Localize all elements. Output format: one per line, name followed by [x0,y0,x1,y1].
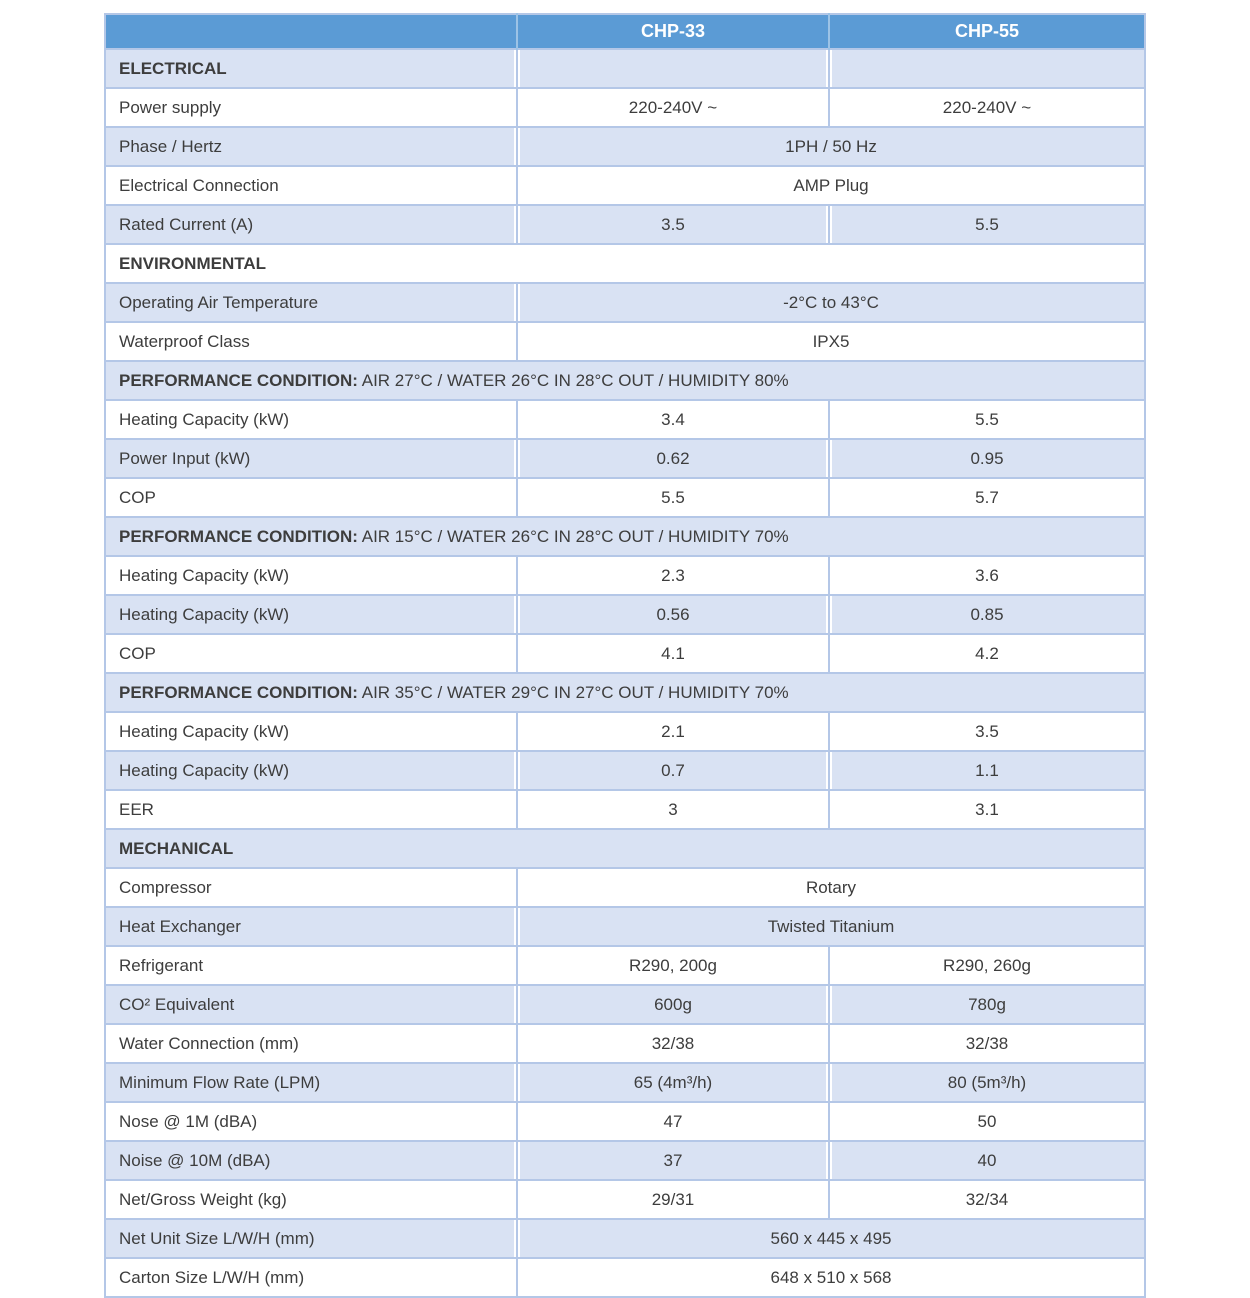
table-row [105,751,1145,790]
value-cell-chp33: 3.4 [517,400,829,439]
table-row [105,283,1145,322]
value-cell-chp55: 220-240V ~ [829,88,1145,127]
table-row [105,1024,1145,1063]
value-cell-shared: -2°C to 43°C [517,283,1145,322]
row-label: Heating Capacity (kW) [105,556,517,595]
section-label: ELECTRICAL [105,49,517,88]
row-label: COP [105,634,517,673]
spec-sheet [104,13,1146,1298]
value-cell-chp55: 5.5 [829,400,1145,439]
table-row [105,868,1145,907]
table-row [105,946,1145,985]
section-row [105,244,1145,283]
value-cell-chp33 [517,49,829,88]
table-row [105,1141,1145,1180]
row-label: Noise @ 10M (dBA) [105,1141,517,1180]
row-label: Carton Size L/W/H (mm) [105,1258,517,1297]
row-label: Net Unit Size L/W/H (mm) [105,1219,517,1258]
row-label: Nose @ 1M (dBA) [105,1102,517,1141]
table-row [105,127,1145,166]
table-row [105,400,1145,439]
spec-table-header [105,14,1145,49]
value-cell-chp55: 40 [829,1141,1145,1180]
table-row [105,595,1145,634]
value-cell-chp33: 3 [517,790,829,829]
value-cell-chp33: 29/31 [517,1180,829,1219]
value-cell-chp33: 2.1 [517,712,829,751]
value-cell-chp55: 5.7 [829,478,1145,517]
value-cell-chp33: 47 [517,1102,829,1141]
value-cell-chp55: 1.1 [829,751,1145,790]
section-label-full [105,673,1145,712]
section-label-full [105,361,1145,400]
header-cell-blank [105,14,517,49]
section-row [105,361,1145,400]
section-title: PERFORMANCE CONDITION: [119,526,358,546]
row-label: EER [105,790,517,829]
value-cell-chp33: 0.7 [517,751,829,790]
value-cell-chp33: 5.5 [517,478,829,517]
value-cell-shared: 648 x 510 x 568 [517,1258,1145,1297]
value-cell-shared: 1PH / 50 Hz [517,127,1145,166]
row-label: Heating Capacity (kW) [105,751,517,790]
table-row [105,1258,1145,1297]
value-cell-chp55: 80 (5m³/h) [829,1063,1145,1102]
table-row [105,985,1145,1024]
row-label: Phase / Hertz [105,127,517,166]
row-label: Electrical Connection [105,166,517,205]
spec-table-body [105,49,1145,1297]
header-cell-chp55: CHP-55 [829,14,1145,49]
row-label: Refrigerant [105,946,517,985]
section-label-full [105,829,1145,868]
value-cell-chp33: 4.1 [517,634,829,673]
value-cell-chp33: 65 (4m³/h) [517,1063,829,1102]
table-row [105,322,1145,361]
header-cell-chp33: CHP-33 [517,14,829,49]
section-row [105,49,1145,88]
row-label: Heating Capacity (kW) [105,595,517,634]
table-row [105,1063,1145,1102]
value-cell-chp55: 780g [829,985,1145,1024]
value-cell-chp55: 3.5 [829,712,1145,751]
table-row [105,790,1145,829]
section-label-full [105,244,1145,283]
row-label: COP [105,478,517,517]
section-condition-text: AIR 27°C / WATER 26°C IN 28°C OUT / HUMIDITY 80% [357,370,789,390]
table-row [105,478,1145,517]
value-cell-shared: Rotary [517,868,1145,907]
row-label: Waterproof Class [105,322,517,361]
value-cell-chp55: 3.6 [829,556,1145,595]
value-cell-chp33: 3.5 [517,205,829,244]
section-title: ENVIRONMENTAL [119,253,267,273]
row-label: Water Connection (mm) [105,1024,517,1063]
row-label: Minimum Flow Rate (LPM) [105,1063,517,1102]
section-row [105,517,1145,556]
value-cell-chp55: 5.5 [829,205,1145,244]
value-cell-chp55: 32/38 [829,1024,1145,1063]
header-row [105,14,1145,49]
table-row [105,907,1145,946]
row-label: Rated Current (A) [105,205,517,244]
section-condition-text: AIR 35°C / WATER 29°C IN 27°C OUT / HUMIDITY 70% [357,682,789,702]
table-row [105,88,1145,127]
value-cell-shared: IPX5 [517,322,1145,361]
value-cell-chp55: R290, 260g [829,946,1145,985]
row-label: Power Input (kW) [105,439,517,478]
spec-table [104,13,1146,1298]
table-row [105,634,1145,673]
value-cell-shared: 560 x 445 x 495 [517,1219,1145,1258]
value-cell-chp33: 37 [517,1141,829,1180]
row-label: Power supply [105,88,517,127]
value-cell-chp55: 0.85 [829,595,1145,634]
value-cell-chp55: 3.1 [829,790,1145,829]
row-label: Compressor [105,868,517,907]
section-condition-text: AIR 15°C / WATER 26°C IN 28°C OUT / HUMIDITY 70% [357,526,789,546]
value-cell-chp33: 0.62 [517,439,829,478]
value-cell-chp33: 220-240V ~ [517,88,829,127]
section-label-full [105,517,1145,556]
table-row [105,1180,1145,1219]
value-cell-chp33: R290, 200g [517,946,829,985]
value-cell-chp33: 32/38 [517,1024,829,1063]
row-label: Heat Exchanger [105,907,517,946]
value-cell-shared: Twisted Titanium [517,907,1145,946]
value-cell-chp33: 2.3 [517,556,829,595]
row-label: Net/Gross Weight (kg) [105,1180,517,1219]
value-cell-chp33: 600g [517,985,829,1024]
row-label: Heating Capacity (kW) [105,712,517,751]
row-label: CO² Equivalent [105,985,517,1024]
section-title: PERFORMANCE CONDITION: [119,370,358,390]
table-row [105,1102,1145,1141]
table-row [105,712,1145,751]
table-row [105,556,1145,595]
table-row [105,439,1145,478]
value-cell-chp55 [829,49,1145,88]
row-label: Operating Air Temperature [105,283,517,322]
value-cell-chp55: 50 [829,1102,1145,1141]
section-row [105,829,1145,868]
section-row [105,673,1145,712]
row-label: Heating Capacity (kW) [105,400,517,439]
value-cell-chp55: 0.95 [829,439,1145,478]
table-row [105,205,1145,244]
table-row [105,1219,1145,1258]
value-cell-chp33: 0.56 [517,595,829,634]
section-title: PERFORMANCE CONDITION: [119,682,358,702]
value-cell-chp55: 32/34 [829,1180,1145,1219]
value-cell-chp55: 4.2 [829,634,1145,673]
value-cell-shared: AMP Plug [517,166,1145,205]
table-row [105,166,1145,205]
section-title: MECHANICAL [119,838,234,858]
